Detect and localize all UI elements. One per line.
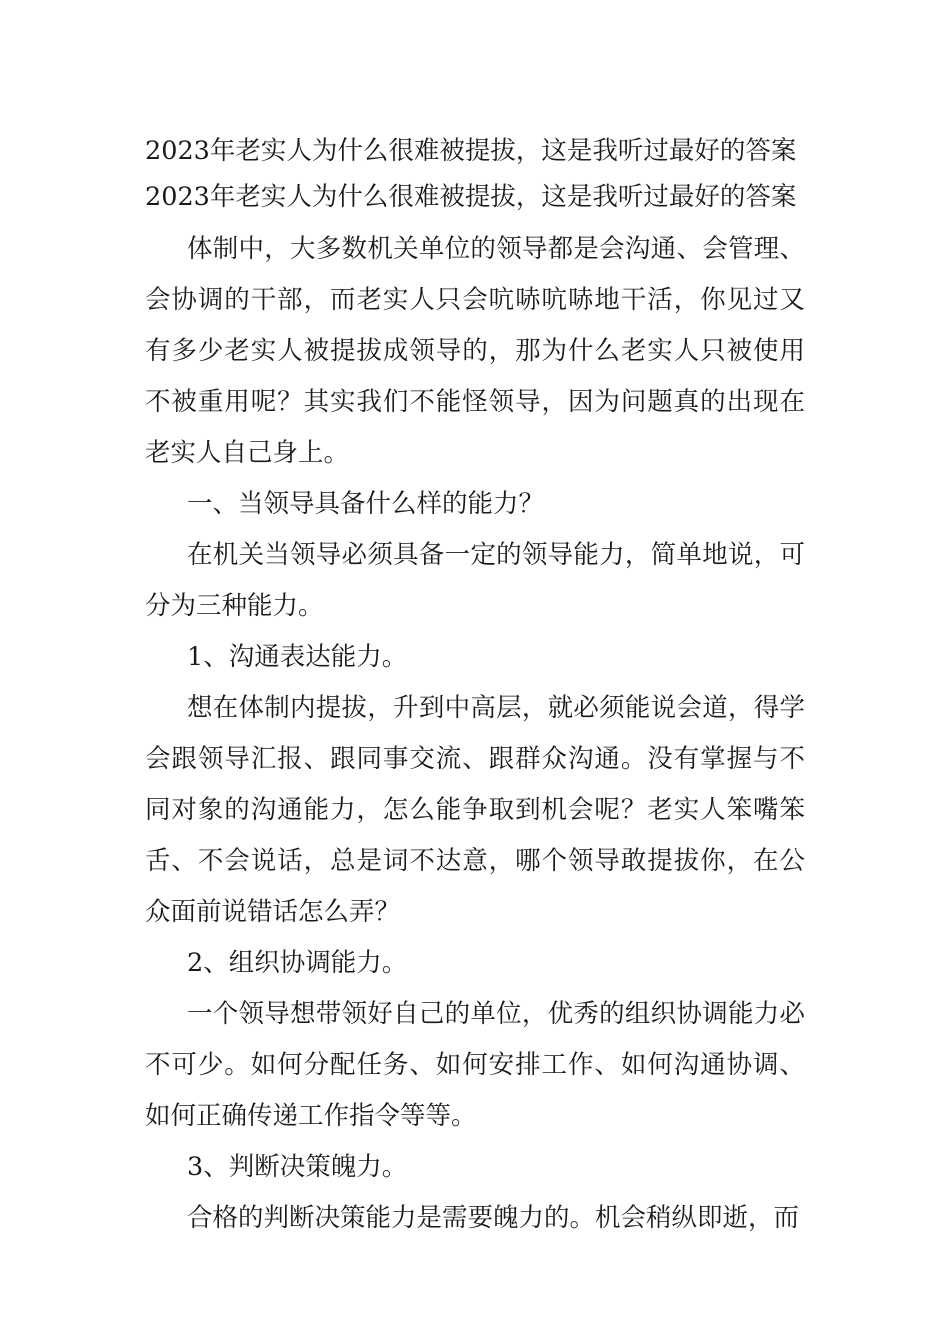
heading-organization: 2、组织协调能力。 <box>187 948 408 978</box>
paragraph-intro: 体制中，大多数机关单位的领导都是会沟通、会管理、会协调的干部，而老实人只会吭哧吭哧地干活，你见过又有多少老实人被提拔成领导的，那为什么老实人只被使用不被重用呢？其实我们不能怪领导，因为问题真的出现在老实人自己身上。 <box>145 234 805 468</box>
document-title-line-2: 2023年老实人为什么很难被提拔，这是我听过最好的答案 <box>145 182 797 212</box>
heading-decision: 3、判断决策魄力。 <box>187 1152 408 1182</box>
heading-section-1: 一、当领导具备什么样的能力？ <box>187 489 545 519</box>
paragraph-abilities: 在机关当领导必须具备一定的领导能力，简单地说，可分为三种能力。 <box>145 540 805 621</box>
document-title-line-1: 2023年老实人为什么很难被提拔，这是我听过最好的答案 <box>145 136 797 166</box>
document-page <box>145 128 805 1244</box>
paragraph-decision: 合格的判断决策能力是需要魄力的。机会稍纵即逝，而 <box>187 1203 800 1233</box>
heading-communication: 1、沟通表达能力。 <box>187 642 408 672</box>
paragraph-communication: 想在体制内提拔，升到中高层，就必须能说会道，得学会跟领导汇报、跟同事交流、跟群众沟通。没有掌握与不同对象的沟通能力，怎么能争取到机会呢？老实人笨嘴笨舌、不会说话，总是词不达意，哪个领导敢提拔你，在公众面前说错话怎么弄？ <box>145 693 805 927</box>
paragraph-organization: 一个领导想带领好自己的单位，优秀的组织协调能力必不可少。如何分配任务、如何安排工作、如何沟通协调、如何正确传递工作指令等等。 <box>145 999 805 1131</box>
